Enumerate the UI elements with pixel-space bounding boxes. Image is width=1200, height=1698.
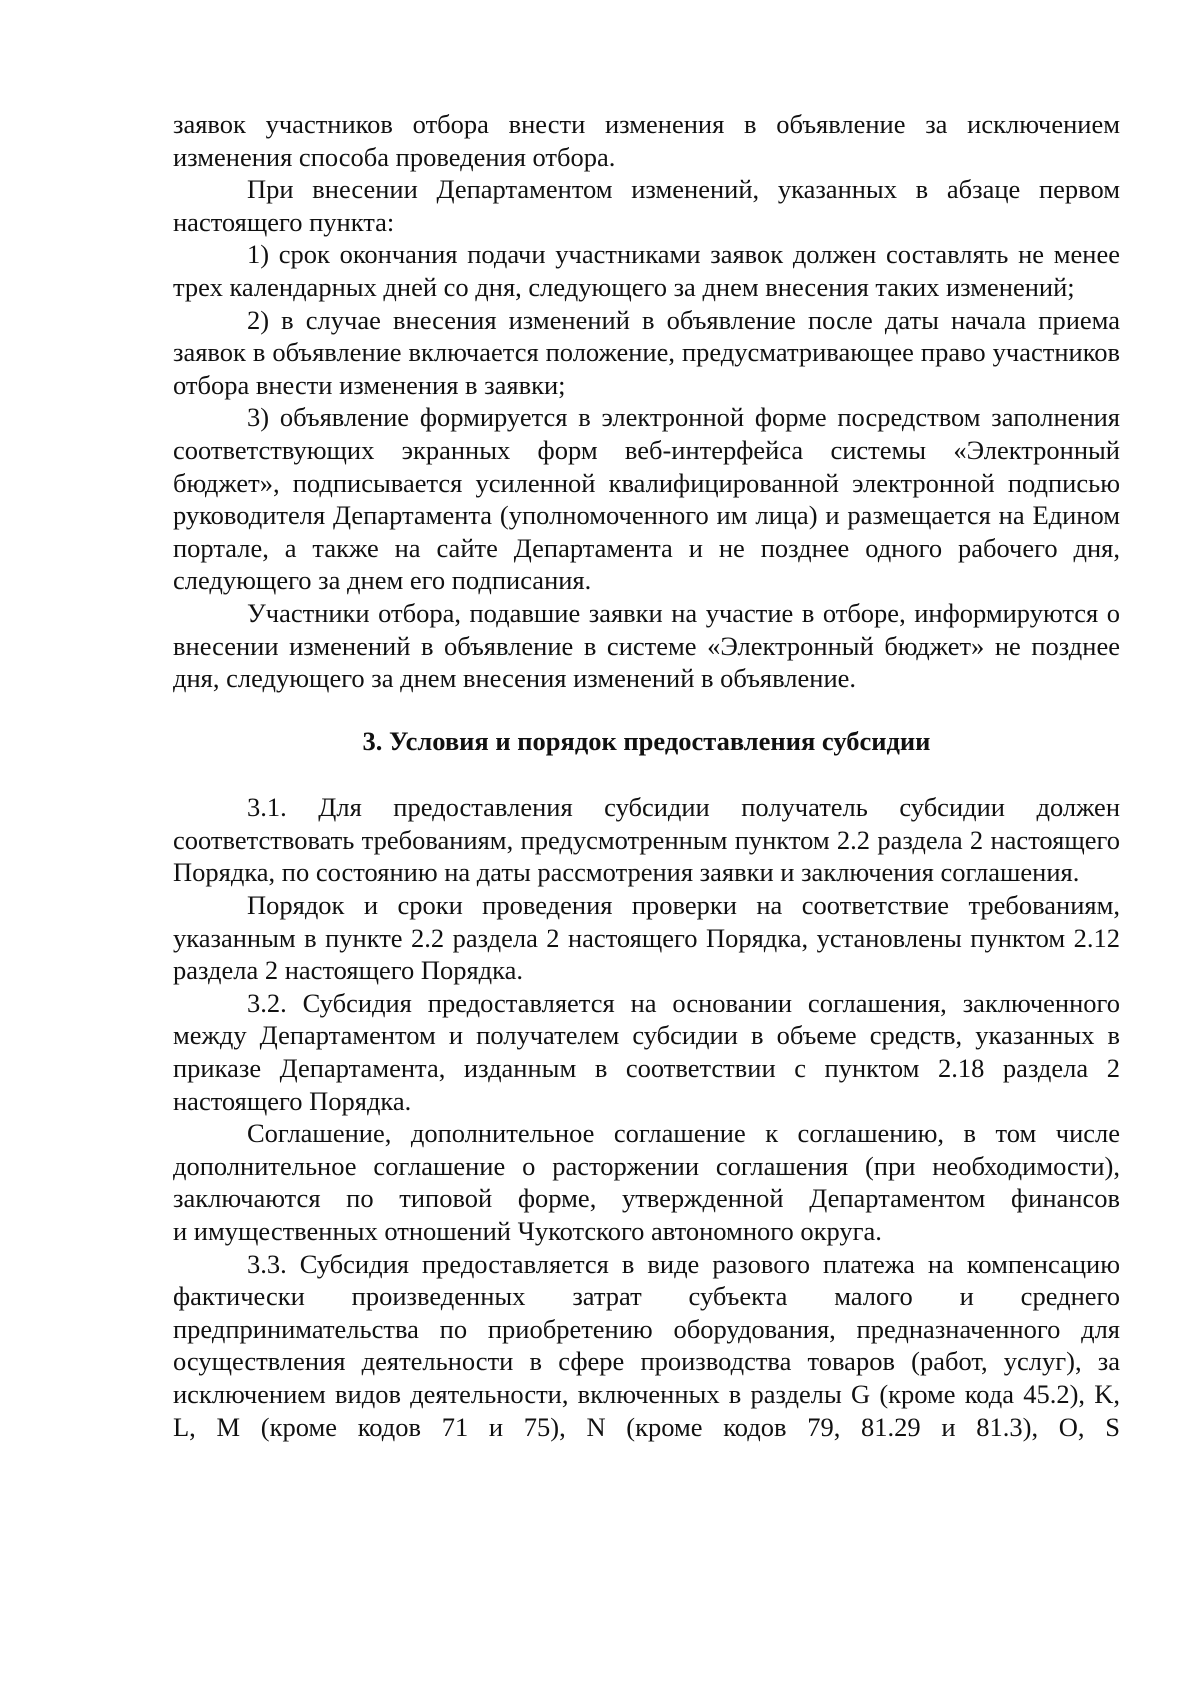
paragraph: 3.2. Субсидия предоставляется на основании соглашения, заключенного между Департаментом и получателем субсидии в объеме средств, указанных в приказе Департамента, изданным в соответствии с пунктом 2.18 раздела 2 настоящего Порядка. [173, 987, 1120, 1116]
paragraph: Участники отбора, подавшие заявки на участие в отборе, информируются о внесении изменений в объявление в системе «Электронный бюджет» не позднее дня, следующего за днем внесения изменений в объявление. [173, 597, 1120, 694]
paragraph: 1) срок окончания подачи участниками заявок должен составлять не менее трех календарных дней со дня, следующего за днем внесения таких изменений; [173, 239, 1120, 302]
paragraph: При внесении Департаментом изменений, указанных в абзаце первом настоящего пункта: [173, 174, 1120, 237]
paragraph: и имущественных отношений Чукотского автономного округа. [173, 1216, 882, 1246]
section-heading: 3. Условия и порядок предоставления субсидии [362, 725, 931, 756]
paragraph: 3.1. Для предоставления субсидии получатель субсидии должен соответствовать требованиям, предусмотренным пунктом 2.2 раздела 2 настоящего Порядка, по состоянию на даты рассмотрения заявки и заключения соглашения. [173, 792, 1120, 888]
paragraph: Соглашение, дополнительное соглашение к соглашению, в том числе дополнительное соглашение о расторжении соглашения (при необходимости), заключаются по типовой форме, утвержденной Департаментом финансов [173, 1118, 1120, 1214]
paragraph: заявок участников отбора внести изменения в объявление за исключением изменения способа проведения отбора. [173, 109, 1120, 172]
paragraph: 3) объявление формируется в электронной форме посредством заполнения соответствующих экранных форм веб-интерфейса системы «Электронный бюджет», подписывается усиленной квалифицированной электронной подписью руководителя Департамента (уполномоченного им лица) и размещается на Едином портале, а также на сайте Департамента и не позднее одного рабочего дня, следующего за днем его подписания. [173, 402, 1120, 596]
paragraph: Порядок и сроки проведения проверки на соответствие требованиям, указанным в пункте 2.2 раздела 2 настоящего Порядка, установлены пунктом 2.12 раздела 2 настоящего Порядка. [173, 890, 1120, 986]
paragraph: 3.3. Субсидия предоставляется в виде разового платежа на компенсацию фактически произведенных затрат субъекта малого и среднего предпринимательства по приобретению оборудования, предназначенного для осуществления деятельности в сфере производства товаров (работ, услуг), за исключением видов деятельности, включенных в разделы G (кроме кода 45.2), K, L, M (кроме кодов 71 и 75), N (кроме кодов 79, 81.29 и 81.3), O, S [173, 1248, 1120, 1442]
paragraph: 2) в случае внесения изменений в объявление после даты начала приема заявок в объявление включается положение, предусматривающее право участников отбора внести изменения в заявки; [173, 304, 1120, 400]
